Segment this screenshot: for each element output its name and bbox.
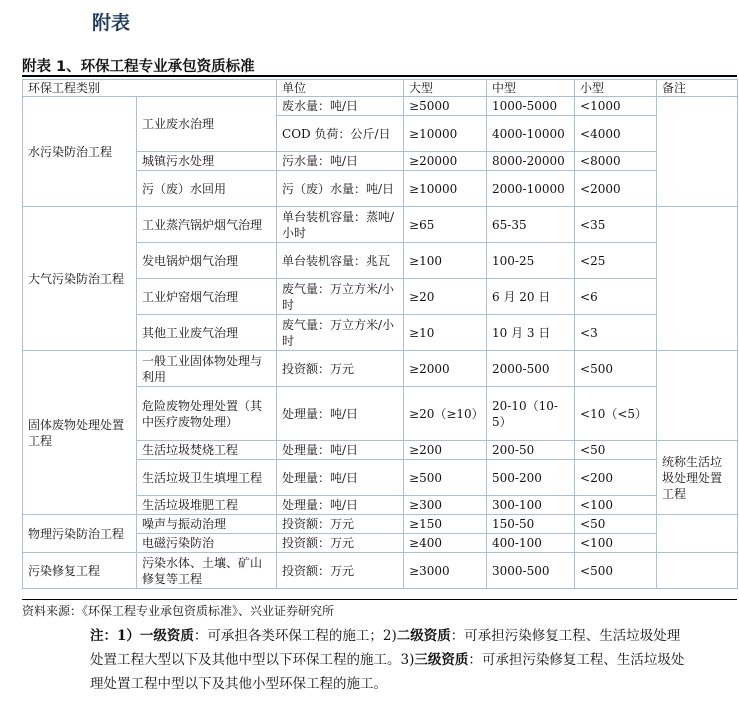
table-row [23,351,738,387]
large-cell: ≥100 [404,243,487,279]
item-cell: 电磁污染防治 [137,534,277,553]
note-prefix: 注：1） [90,628,140,644]
unit-cell: 处理量：吨/日 [277,441,404,460]
item-cell: 城镇污水处理 [137,152,277,171]
category-cell: 物理污染防治工程 [23,515,137,553]
category-cell: 污染修复工程 [23,553,137,589]
medium-cell: 200-50 [487,441,575,460]
large-cell: ≥3000 [404,553,487,589]
item-cell: 生活垃圾焚烧工程 [137,441,277,460]
medium-cell: 20-10（10-5） [487,387,575,441]
remark-cell [657,351,738,441]
header-small: 小型 [575,80,657,97]
medium-cell: 500-200 [487,460,575,496]
unit-cell: COD 负荷：公斤/日 [277,116,404,152]
header-unit: 单位 [277,80,404,97]
item-cell: 污（废）水回用 [137,171,277,207]
medium-cell: 100-25 [487,243,575,279]
header-remark: 备注 [657,80,738,97]
unit-cell: 污水量：吨/日 [277,152,404,171]
small-cell: <10（<5） [575,387,657,441]
large-cell: ≥10000 [404,116,487,152]
unit-cell: 处理量：吨/日 [277,387,404,441]
unit-cell: 废气量：万立方米/小时 [277,279,404,315]
medium-cell: 2000-500 [487,351,575,387]
table-row [23,97,738,116]
item-cell: 工业废水治理 [137,97,277,152]
header-category: 环保工程类别 [23,80,277,97]
table-header-row [23,80,738,97]
unit-cell: 废水量：吨/日 [277,97,404,116]
large-cell: ≥20（≥10） [404,387,487,441]
qualification-note [90,624,690,696]
medium-cell: 1000-5000 [487,97,575,116]
large-cell: ≥2000 [404,351,487,387]
large-cell: ≥65 [404,207,487,243]
medium-cell: 65-35 [487,207,575,243]
table-row [23,207,738,243]
category-cell: 固体废物处理处置工程 [23,351,137,515]
medium-cell: 8000-20000 [487,152,575,171]
note-grade3-title: 三级资质 [414,652,469,668]
small-cell: <2000 [575,171,657,207]
item-cell: 工业蒸汽锅炉烟气治理 [137,207,277,243]
medium-cell: 4000-10000 [487,116,575,152]
item-cell: 一般工业固体物处理与利用 [137,351,277,387]
unit-cell: 投资额：万元 [277,515,404,534]
note-grade1-title: 一级资质 [139,628,194,644]
medium-cell: 150-50 [487,515,575,534]
unit-cell: 投资额：万元 [277,534,404,553]
medium-cell: 3000-500 [487,553,575,589]
large-cell: ≥300 [404,496,487,515]
small-cell: <50 [575,515,657,534]
small-cell: <3 [575,315,657,351]
medium-cell: 300-100 [487,496,575,515]
small-cell: <6 [575,279,657,315]
item-cell: 噪声与振动治理 [137,515,277,534]
small-cell: <500 [575,553,657,589]
small-cell: <50 [575,441,657,460]
item-cell: 生活垃圾堆肥工程 [137,496,277,515]
category-cell: 水污染防治工程 [23,97,137,207]
header-medium: 中型 [487,80,575,97]
header-large: 大型 [404,80,487,97]
unit-cell: 投资额：万元 [277,553,404,589]
note-grade1-text: ：可承担各类环保工程的施工；2) [193,628,397,644]
item-cell: 污染水体、土壤、矿山修复等工程 [137,553,277,589]
table-row [23,515,738,534]
remark-cell: 统称生活垃圾处理处置工程 [657,441,738,515]
table-top-rule [22,75,737,77]
item-cell: 危险废物处理处置（其中医疗废物处理） [137,387,277,441]
unit-cell: 单台装机容量：兆瓦 [277,243,404,279]
unit-cell: 处理量：吨/日 [277,496,404,515]
small-cell: <200 [575,460,657,496]
unit-cell: 单台装机容量：蒸吨/小时 [277,207,404,243]
small-cell: <100 [575,534,657,553]
unit-cell: 污（废）水量：吨/日 [277,171,404,207]
unit-cell: 处理量：吨/日 [277,460,404,496]
medium-cell: 400-100 [487,534,575,553]
remark-cell [657,553,738,589]
small-cell: <4000 [575,116,657,152]
remark-cell [657,515,738,553]
note-grade2-text: ：可承担污染修复工程、生活垃圾处理处置工程大型以下及其他中型以下环保工程的施工。3) [90,628,681,668]
large-cell: ≥10000 [404,171,487,207]
small-cell: <100 [575,496,657,515]
large-cell: ≥200 [404,441,487,460]
small-cell: <1000 [575,97,657,116]
unit-cell: 投资额：万元 [277,351,404,387]
medium-cell: 6 月 20 日 [487,279,575,315]
source-note: 资料来源：《环保工程专业承包资质标准》、兴业证券研究所 [22,604,335,618]
qualification-table [22,79,738,589]
remark-cell [657,97,738,207]
item-cell: 发电锅炉烟气治理 [137,243,277,279]
category-cell: 大气污染防治工程 [23,207,137,351]
item-cell: 生活垃圾卫生填埋工程 [137,460,277,496]
table-title: 附表 1、环保工程专业承包资质标准 [22,59,255,75]
small-cell: <35 [575,207,657,243]
unit-cell: 废气量：万立方米/小时 [277,315,404,351]
small-cell: <8000 [575,152,657,171]
large-cell: ≥5000 [404,97,487,116]
medium-cell: 10 月 3 日 [487,315,575,351]
large-cell: ≥20000 [404,152,487,171]
item-cell: 工业炉窑烟气治理 [137,279,277,315]
remark-cell [657,207,738,351]
page-title: 附表 [92,12,131,34]
large-cell: ≥20 [404,279,487,315]
note-grade2-title: 二级资质 [396,628,451,644]
table-bottom-rule [22,599,737,600]
table-row [23,553,738,589]
medium-cell: 2000-10000 [487,171,575,207]
small-cell: <500 [575,351,657,387]
note-grade3-text: ：可承担污染修复工程、生活垃圾处理处置工程中型以下及其他小型环保工程的施工。 [90,652,685,692]
large-cell: ≥10 [404,315,487,351]
large-cell: ≥150 [404,515,487,534]
item-cell: 其他工业废气治理 [137,315,277,351]
large-cell: ≥400 [404,534,487,553]
large-cell: ≥500 [404,460,487,496]
small-cell: <25 [575,243,657,279]
